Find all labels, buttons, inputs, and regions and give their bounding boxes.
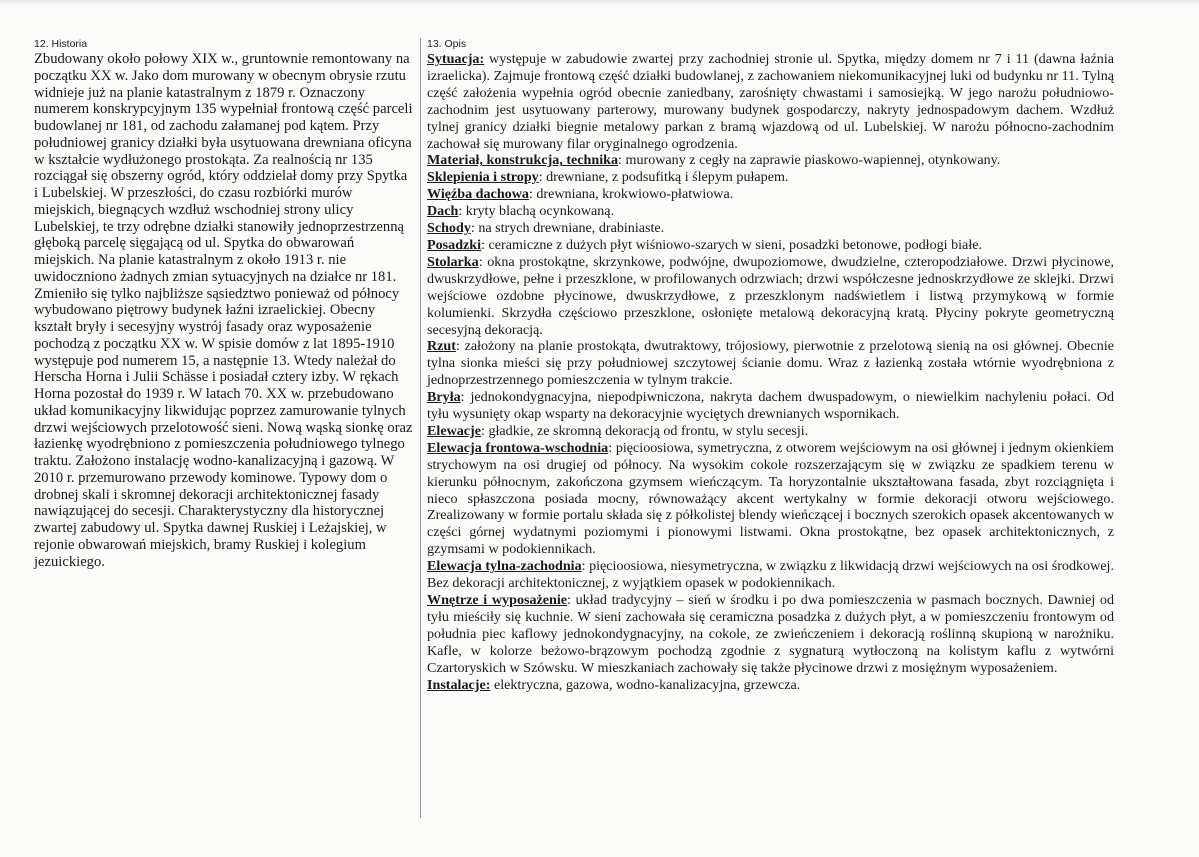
entry-text: : murowany z cegły na zaprawie piaskowo-wapiennej, otynkowany.: [618, 152, 1001, 169]
entry-body: [427, 389, 1114, 423]
entry-term: Wnętrze i wyposażenie: [427, 592, 568, 608]
entry-roof-truss: [427, 186, 1114, 203]
description-column: [427, 38, 1114, 693]
entry-term: Dach: [427, 203, 459, 220]
entry-text: : kryty blachą ocynkowaną.: [458, 203, 615, 220]
entry-term: Sklepienia i stropy: [427, 169, 539, 186]
history-column: [34, 38, 414, 570]
entry-vaults: [427, 169, 1114, 186]
entry-situation: [427, 51, 1114, 152]
entry-term: Stolarka: [427, 253, 479, 270]
entry-term: Elewacja frontowa-wschodnia: [427, 439, 609, 456]
entry-text: : jednokondygnacyjna, niepodpiwniczona, nakryta dachem dwuspadowym, o niewielkim nachyleniu połaci. Od tyłu wysunięty okap wsparty na dekoracyjnie wyciętych drewnianych wspornikach.: [427, 389, 1114, 423]
history-text: Zbudowany około połowy XIX w., gruntownie remontowany na początku XX w. Jako dom murowany w obecnym obrysie rzutu widnieje już na planie katastralnym z 1879 r. Oznaczony numerem konskrypcyjnym 135 wypełniał frontową część parceli budowlanej nr 181, od zachodu załamanej pod kątem. Przy południowej granicy działki była usytuowana drewniana oficyna w kształcie wydłużonego prostokąta. Za realnością nr 135 rozciągał się obszerny ogród, który oddzielał domy przy Spytka i Lubelskiej. W przeszłości, do czasu rozbiórki murów miejskich, biegnących wzdłuż wschodniej strony ulicy Lubelskiej, te trzy odrębne działki stanowiły jednoprzestrzenną głęboką parcelę sięgającą od ul. Spytka do obwarowań miejskich. Na planie katastralnym z około 1913 r. nie uwidoczniono żadnych zmian sytuacyjnych na działce nr 181. Zmieniło się tylko najbliższe sąsiedztwo ponieważ od północy wybudowano piętrowy budynek łaźni izraelickiej. Obecny kształt bryły i secesyjny wystrój fasady oraz wyposażenie pochodzą z początku XX w. W spisie domów z lat 1895-1910 występuje pod numerem 15, a następnie 13. Wtedy należał do Herscha Horna i Julii Schässe i posiadał cztery izby. W rękach Horna pozostał do 1939 r. W latach 70. XX w. przebudowano układ komunikacyjny likwidując poprzez zamurowanie tylnych drzwi wejściowych przelotowość sieni. Nową wąską sionkę oraz łazienkę wyodrębniono z pomieszczenia południowego tylnego traktu. Założono instalację wodno-kanalizacyjną i gazową. W 2010 r. przemurowano przewody kominowe. Typowy dom o drobnej skali i skromnej dekoracji architektonicznej fasady nawiązującej do secesji. Charakterystyczny dla historycznej zwartej zabudowy ul. Spytka dawnej Ruskiej i Leżajskiej, w rejonie obwarowań miejskich, bramy Ruskiej i kolegium jezuickiego.: [34, 51, 413, 570]
entry-term: Schody: [427, 220, 471, 237]
entry-front-elevation: [427, 440, 1114, 558]
entry-text: : okna prostokątne, skrzynkowe, podwójne, dwupoziomowe, dwudzielne, czteropodziałowe. Drzwi płycinowe, dwuskrzydłowe, pełne i przeszklone, w profilowanych odrzwiach; drzwi współczesne jednoskrzydłowe ze sklejki. Drzwi wejściowe ozdobne płycinowe, dwuskrzydłowe, z przeszklonym nadświetlem i listwą przymykową w formie kolumienki. Skrzydła częściowo przeszklone, osłonięte metalową dekoracyjną kratą. Płyciny pokryte geometryczną secesyjną dekoracją.: [427, 253, 1114, 338]
entry-plan: [427, 338, 1114, 389]
entry-text: elektryczna, gazowa, wodno-kanalizacyjna, grzewcza.: [490, 676, 801, 693]
entry-floors: [427, 237, 1114, 254]
entry-text: : gładkie, ze skromną dekoracją od frontu, w stylu secesji.: [481, 422, 809, 439]
entry-stairs: [427, 220, 1114, 237]
entry-term: Więźba dachowa: [427, 186, 529, 203]
entry-text: : układ tradycyjny – sień w środku i po dwa pomieszczenia w pasmach bocznych. Dawniej od tyłu mieściły się kuchnie. W sieni zachowała się ceramiczna posadzka z dużych płyt, a w pomieszczeniu frontowym od południa piec kaflowy jednokondygnacyjny, na cokole, ze zwieńczeniem i dekoracją roślinną skupioną w narożniku. Kafle, w kolorze beżowo-brązowym pochodzą zgodnie z sygnaturą wytłoczoną na kolistym kaflu z wytwórni Czartoryskich w Szówsku. W mieszkaniach zachowały się także płycinowe drzwi z mosiężnym wyposażeniem.: [427, 592, 1114, 676]
entry-joinery: [427, 254, 1114, 339]
entry-elevations: [427, 423, 1114, 440]
description-heading: 13. Opis: [427, 38, 467, 50]
entry-text: : założony na planie prostokąta, dwutraktowy, trójosiowy, pierwotnie z przelotową sienią na osi głównej. Obecnie tylna sionka mieści się przy południowej szczytowej ścianie domu. Wraz z łazienką została wtórnie wyodrębniona z jednoprzestrzennego pomieszczenia w tylnym trakcie.: [427, 338, 1114, 389]
entry-term: Posadzki: [427, 236, 482, 253]
entry-material: [427, 152, 1114, 169]
entry-text: występuje w zabudowie zwartej przy zachodniej stronie ul. Spytka, między domem nr 7 i 11 (dawna łaźnia izraelicka). Zajmuje frontową część działki budowlanej, z zachowaniem niekomunikacyjnej luki od budynku nr 11. Tylną część założenia wypełnia ogród obecnie zaniedbany, zarośnięty chwastami i samosiejką. W jego narożu południowo-zachodnim jest usytuowany parterowy, murowany budynek gospodarczy, nakryty jednospadowym dachem. Wzdłuż tylnej granicy działki biegnie metalowy parkan z bramą wjazdową od ul. Lubelskiej. W narożu północno-zachodnim zachował się murowany filar oryginalnego ogrodzenia.: [427, 51, 1114, 152]
entry-text: : na strych drewniane, drabiniaste.: [470, 220, 665, 237]
entry-term: Sytuacja:: [427, 51, 485, 67]
entry-term: Rzut: [427, 338, 456, 355]
column-divider: [420, 38, 421, 818]
scan-top-edge: [0, 0, 1199, 6]
entry-text: : drewniane, z podsufitką i ślepym pułapem.: [538, 169, 789, 186]
entry-term: Materiał, konstrukcja, technika: [427, 152, 619, 169]
history-heading: 12. Historia: [34, 38, 88, 50]
entry-interior: [427, 592, 1114, 677]
entry-text: : pięcioosiowa, symetryczna, z otworem wejściowym na osi głównej i jednym okienkiem strychowym na osi drugiej od północy. Na wysokim cokole rozszerzającym się w związku ze spadkiem terenu w kierunku północnym, zakończona gzymsem wieńczącym. Ta horyzontalnie ukształtowana fasada, zbyt rozciągnięta i nieco spłaszczona posiada mocny, równoważący akcent wertykalny w formie dekoracji otworu wejściowego. Zrealizowany w formie portalu składa się z półkolistej blendy wieńczącej i bocznych szerokich opasek akcentowanych w części górnej wydatnymi poziomymi i pionowymi listwami. Okna prostokątne, bez opasek architektonicznych, z gzymsami w podokiennikach.: [427, 439, 1114, 558]
entry-term: Elewacje: [427, 422, 482, 439]
entry-text: : ceramiczne z dużych płyt wiśniowo-szarych w sieni, posadzki betonowe, podłogi białe.: [481, 236, 983, 253]
entry-text: : drewniana, krokwiowo-płatwiowa.: [528, 186, 734, 203]
entry-installations: [427, 677, 1114, 694]
entry-term: Instalacje:: [427, 676, 491, 693]
entry-rear-elevation: [427, 558, 1114, 592]
entry-text: : pięcioosiowa, niesymetryczna, w związku z likwidacją drzwi wejściowych na osi środkowej. Bez dekoracji architektonicznej, z wyjątkiem opasek w podokiennikach.: [427, 558, 1114, 592]
entry-roof: [427, 203, 1114, 220]
entry-term: Bryła: [427, 389, 461, 406]
entry-term: Elewacja tylna-zachodnia: [427, 558, 582, 575]
